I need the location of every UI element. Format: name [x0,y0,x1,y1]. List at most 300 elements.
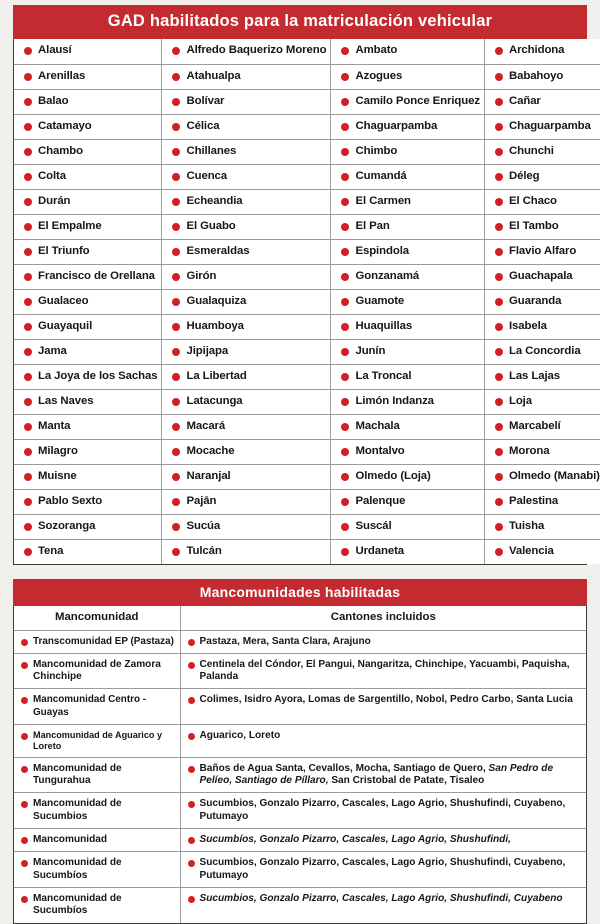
gad-cell [484,464,600,489]
gad-table-title: GAD habilitados para la matriculación vehicular [13,5,587,39]
table-row [14,439,600,464]
mancomunidad-name: Mancomunidad de Zamora Chinchipe [33,658,161,683]
bullet-icon [495,473,503,481]
bullet-icon [341,248,349,256]
gad-cell [162,339,331,364]
gad-name: Chaguarpamba [508,119,591,132]
gad-cell [14,139,162,164]
gad-cell [331,514,485,539]
bullet-icon [172,173,180,181]
bullet-icon [188,837,195,844]
gad-cell [484,214,600,239]
bullet-icon [341,473,349,481]
bullet-icon [341,198,349,206]
gad-name: Catamayo [38,119,92,132]
gad-name: Huamboya [186,319,244,332]
table-row [14,314,600,339]
bullet-icon [172,523,180,531]
gad-name: Flavio Alfaro [508,244,577,257]
bullet-icon [341,98,349,106]
mancomunidad-name: Mancomunidad [33,834,108,846]
bullet-icon [172,448,180,456]
cantones-cell [180,689,586,724]
bullet-icon [495,398,503,406]
table-row [14,829,586,852]
bullet-icon [495,123,503,131]
gad-name: Durán [38,194,71,207]
gad-cell [484,114,600,139]
gad-cell [14,514,162,539]
cantones-list: Sucumbios, Gonzalo Pizarro, Cascales, Lago Agrio, Shushufindi, Cuyabeno [199,892,563,904]
bullet-icon [24,348,32,356]
bullet-icon [172,248,180,256]
gad-cell [162,464,331,489]
gad-name: Guaranda [508,294,562,307]
table-row [14,887,586,922]
mancomunidad-name: Mancomunidad de Sucumbíos [33,857,122,881]
cantones-cell [180,757,586,793]
table-row [14,239,600,264]
bullet-icon [341,523,349,531]
gad-name: El Chaco [508,194,557,207]
bullet-icon [172,498,180,506]
gad-name: Olmedo (Manabi) [508,469,600,482]
table-row [14,464,600,489]
gad-name: Isabela [508,319,547,332]
bullet-icon [495,223,503,231]
gad-cell [14,289,162,314]
mancomunidad-name-cell [14,689,180,724]
gad-cell [14,539,162,564]
gad-cell [14,164,162,189]
gad-cell [14,239,162,264]
bullet-icon [341,73,349,81]
bullet-icon [341,298,349,306]
bullet-icon [495,148,503,156]
bullet-icon [24,273,32,281]
gad-cell [484,414,600,439]
bullet-icon [24,47,32,55]
cantones-list: Sucumbíos, Gonzalo Pizarro, Cascales, Lago Agrio, Shushufindi, [199,834,511,846]
bullet-icon [495,423,503,431]
gad-name: El Triunfo [38,244,90,257]
gad-cell [14,64,162,89]
gad-cell [162,114,331,139]
bullet-icon [341,47,349,55]
gad-cell [484,339,600,364]
gad-cell [331,189,485,214]
mancomunidad-name: Mancomunidad de Tungurahua [33,762,122,787]
gad-name: Babahoyo [508,69,564,82]
table-row [14,689,586,724]
cantones-list: Sucumbios, Gonzalo Pizarro, Cascales, Lago Agrio, Shushufindi, Cuyabeno, Putumayo [199,798,566,822]
gad-cell [14,364,162,389]
bullet-icon [188,733,195,740]
gad-name: El Tambo [508,219,559,232]
gad-cell [331,464,485,489]
gad-name: Guachapala [508,269,573,282]
gad-name: Guayaquil [38,319,93,332]
table-row [14,630,586,653]
bullet-icon [341,448,349,456]
gad-name: Urdaneta [355,544,405,557]
gad-cell [14,414,162,439]
mancomunidad-name: Mancomunidad Centro - Guayas [33,694,147,718]
gad-name: Alausí [38,44,72,57]
mancomunidad-name: Mancomunidad de Aguarico y Loreto [33,729,163,751]
gad-cell [162,414,331,439]
gad-cell [331,314,485,339]
gad-cell [14,89,162,114]
bullet-icon [172,323,180,331]
gad-name: Muisne [38,469,77,482]
bullet-icon [24,98,32,106]
gad-name: Colta [38,169,66,182]
table-row [14,414,600,439]
gad-name: Suscál [355,519,392,532]
bullet-icon [172,223,180,231]
gad-cell [331,289,485,314]
gad-cell [484,39,600,64]
cantones-list: Aguarico, Loreto [199,729,281,741]
gad-name: La Troncal [355,369,412,382]
bullet-icon [21,896,28,903]
bullet-icon [495,523,503,531]
bullet-icon [172,473,180,481]
gad-name: Las Naves [38,394,94,407]
gad-name: Espindola [355,244,409,257]
bullet-icon [172,273,180,281]
gad-cell [162,139,331,164]
bullet-icon [495,373,503,381]
mancomunidad-name-cell [14,793,180,829]
bullet-icon [21,766,28,773]
gad-cell [331,214,485,239]
gad-name: Junín [355,344,386,357]
gad-name: Loja [508,394,532,407]
gad-cell [331,139,485,164]
gad-name: Arenillas [38,69,86,82]
gad-cell [331,114,485,139]
cantones-cell [180,887,586,922]
gad-name: Cumandá [355,169,407,182]
bullet-icon [24,498,32,506]
gad-name: Cuenca [186,169,228,182]
bullet-icon [24,473,32,481]
table-row [14,164,600,189]
gad-cell [331,39,485,64]
bullet-icon [24,373,32,381]
gad-name: Jipijapa [186,344,229,357]
gad-cell [162,164,331,189]
gad-name: Célica [186,119,220,132]
gad-name: Morona [508,444,550,457]
cantones-list: Sucumbios, Gonzalo Pizarro, Cascales, Lago Agrio, Shushufindi, Cuyabeno, Putumayo [199,857,566,881]
gad-name: Chaguarpamba [355,119,438,132]
gad-cell [331,339,485,364]
gad-cell [331,489,485,514]
table-row [14,289,600,314]
gad-name: Las Lajas [508,369,560,382]
bullet-icon [21,662,28,669]
gad-cell [14,464,162,489]
gad-cell [484,489,600,514]
mancomunidad-name: Transcomunidad EP (Pastaza) [33,635,174,647]
gad-name: Cañar [508,94,541,107]
table-row [14,64,600,89]
gad-name: Gualaquiza [186,294,247,307]
bullet-icon [341,323,349,331]
gad-cell [14,39,162,64]
bullet-icon [188,860,195,867]
gad-name: Tuisha [508,519,545,532]
table-row [14,339,600,364]
gad-cell [162,39,331,64]
bullet-icon [21,639,28,646]
bullet-icon [341,123,349,131]
gad-name: Palestina [508,494,559,507]
bullet-icon [24,223,32,231]
gad-name: Jama [38,344,67,357]
gad-cell [484,139,600,164]
gad-name: Machala [355,419,400,432]
column-header-cantones: Cantones incluidos [180,606,586,630]
bullet-icon [341,373,349,381]
gad-cell [14,389,162,414]
gad-name: Esmeraldas [186,244,250,257]
gad-cell [162,514,331,539]
gad-cell [331,264,485,289]
gad-cell [484,164,600,189]
bullet-icon [188,697,195,704]
mancomunidad-name-cell [14,852,180,888]
bullet-icon [495,73,503,81]
bullet-icon [495,548,503,556]
bullet-icon [341,273,349,281]
gad-name: Sozoranga [38,519,96,532]
table-row [14,489,600,514]
gad-name: Déleg [508,169,540,182]
gad-name: Azogues [355,69,403,82]
gad-name: Marcabelí [508,419,561,432]
mancomunidad-name-cell [14,724,180,757]
gad-name: Gonzanamá [355,269,420,282]
gad-cell [162,314,331,339]
gad-cell [14,264,162,289]
gad-cell [14,489,162,514]
gad-cell [162,364,331,389]
gad-cell [162,239,331,264]
gad-name: El Empalme [38,219,102,232]
bullet-icon [495,348,503,356]
bullet-icon [495,298,503,306]
gad-name: Olmedo (Loja) [355,469,431,482]
bullet-icon [172,348,180,356]
bullet-icon [172,398,180,406]
gad-cell [162,489,331,514]
gad-cell [162,214,331,239]
gad-cell [331,64,485,89]
gad-cell [484,314,600,339]
gad-cell [484,514,600,539]
bullet-icon [24,548,32,556]
table-spacer [13,565,587,579]
gad-cell [162,89,331,114]
column-header-mancomunidad: Mancomunidad [14,606,180,630]
gad-cell [484,389,600,414]
gad-name: Gualaceo [38,294,89,307]
bullet-icon [495,98,503,106]
bullet-icon [188,662,195,669]
mancomunidad-name-cell [14,829,180,852]
gad-cell [331,239,485,264]
gad-cell [14,189,162,214]
gad-name: Tena [38,544,64,557]
bullet-icon [21,837,28,844]
bullet-icon [188,896,195,903]
bullet-icon [21,801,28,808]
gad-name: El Pan [355,219,390,232]
bullet-icon [24,198,32,206]
bullet-icon [24,248,32,256]
table-row [14,514,600,539]
mancomunidad-name-cell [14,630,180,653]
table-row [14,114,600,139]
cantones-cell [180,852,586,888]
gad-name: Pajān [186,494,217,507]
gad-name: Naranjal [186,469,231,482]
mancomunidad-name-cell [14,757,180,793]
bullet-icon [341,348,349,356]
bullet-icon [172,198,180,206]
bullet-icon [21,733,28,740]
gad-name: Huaquillas [355,319,413,332]
gad-name: Guamote [355,294,405,307]
bullet-icon [172,298,180,306]
gad-name: Ambato [355,44,398,57]
bullet-icon [495,198,503,206]
table-row [14,89,600,114]
bullet-icon [188,766,195,773]
gad-name: Girón [186,269,217,282]
gad-cell [14,439,162,464]
gad-cell [484,289,600,314]
gad-name: Pablo Sexto [38,494,103,507]
gad-cell [14,214,162,239]
gad-cell [484,364,600,389]
table-row [14,757,586,793]
bullet-icon [24,173,32,181]
gad-cell [484,264,600,289]
table-row [14,793,586,829]
bullet-icon [21,860,28,867]
gad-name: Montalvo [355,444,405,457]
gad-cell [331,539,485,564]
bullet-icon [341,173,349,181]
cantones-cell [180,630,586,653]
gad-name: El Guabo [186,219,236,232]
bullet-icon [188,801,195,808]
gad-cell [484,239,600,264]
table-row [14,264,600,289]
bullet-icon [341,223,349,231]
mancomunidad-name: Mancomunidad de Sucumbios [33,798,122,822]
cantones-list: Centinela del Cóndor, El Pangui, Nangaritza, Chinchipe, Yacuambi, Paquisha, Palanda [199,658,570,683]
gad-name: Mocache [186,444,235,457]
gad-name: Echeandia [186,194,243,207]
table-row [14,724,586,757]
gad-cell [331,439,485,464]
bullet-icon [21,697,28,704]
bullet-icon [172,548,180,556]
mancomunidades-table-title: Mancomunidades habilitadas [13,579,587,606]
bullet-icon [495,448,503,456]
gad-cell [331,89,485,114]
bullet-icon [172,98,180,106]
bullet-icon [341,548,349,556]
bullet-icon [24,523,32,531]
gad-cell [331,389,485,414]
cantones-cell [180,829,586,852]
gad-name: Francisco de Orellana [38,269,155,282]
bullet-icon [188,639,195,646]
bullet-icon [24,398,32,406]
gad-cell [162,539,331,564]
gad-cell [484,89,600,114]
bullet-icon [24,448,32,456]
gad-cell [331,414,485,439]
gad-cell [162,264,331,289]
gad-cell [484,64,600,89]
gad-name: Atahualpa [186,69,241,82]
gad-name: Chillanes [186,144,237,157]
cantones-list: Baños de Agua Santa, Cevallos, Mocha, Santiago de Quero, San Pedro de Pelíeo, Santiago de Píllaro, San Cristobal de Patate, Tisaleo [199,762,554,787]
mancomunidades-table-card [13,606,587,924]
table-row [14,139,600,164]
cantones-cell [180,724,586,757]
bullet-icon [341,423,349,431]
gad-cell [14,114,162,139]
gad-cell [14,314,162,339]
mancomunidad-name-cell [14,887,180,922]
table-row [14,539,600,564]
gad-name: Chunchi [508,144,554,157]
bullet-icon [172,123,180,131]
bullet-icon [172,423,180,431]
gad-name: Valencia [508,544,554,557]
gad-cell [484,189,600,214]
table-row [14,653,586,689]
cantones-cell [180,653,586,689]
gad-name: Latacunga [186,394,243,407]
table-row [14,364,600,389]
bullet-icon [495,498,503,506]
gad-name: La Joya de los Sachas [38,369,158,382]
bullet-icon [495,273,503,281]
gad-cell [14,339,162,364]
bullet-icon [172,373,180,381]
bullet-icon [24,148,32,156]
gad-name: Archidona [508,44,565,57]
gad-name: La Libertad [186,369,247,382]
gad-cell [331,164,485,189]
bullet-icon [341,398,349,406]
gad-name: Macará [186,419,226,432]
gad-name: Bolívar [186,94,225,107]
bullet-icon [24,123,32,131]
table-row [14,39,600,64]
cantones-list: Pastaza, Mera, Santa Clara, Arajuno [199,635,371,647]
